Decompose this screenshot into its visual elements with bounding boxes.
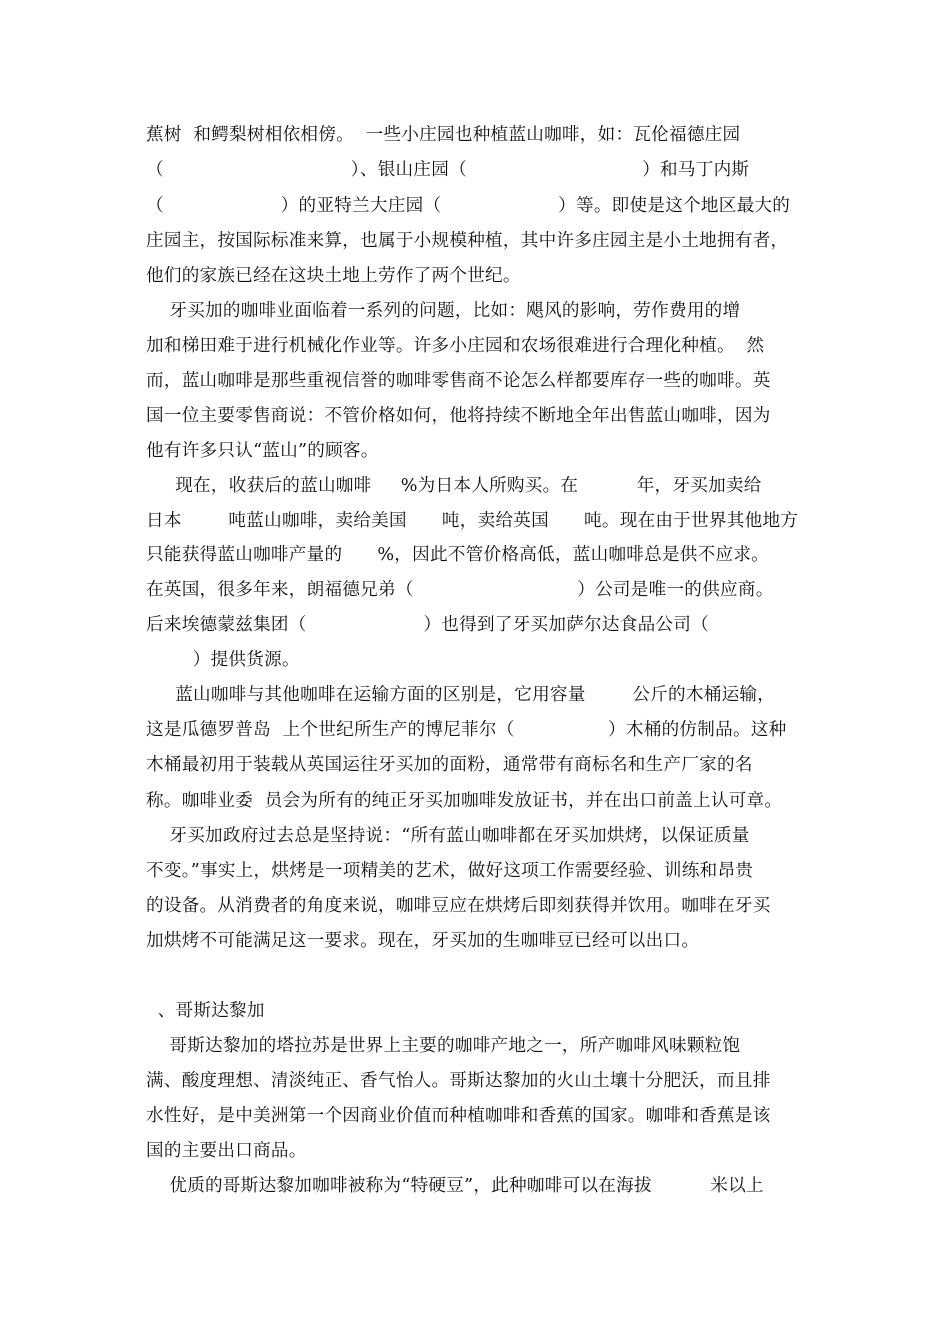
text-line: 他有许多只认“蓝山”的顾客。	[146, 441, 379, 461]
text-line: 国的主要出口商品。	[146, 1141, 307, 1161]
text-line: 日本 吨蓝山咖啡，卖给美国 吨，卖给英国 吨。现在由于世界其他地方	[146, 511, 799, 531]
text-line: 蓝山咖啡与其他咖啡在运输方面的区别是，它用容量 公斤的木桶运输，	[146, 685, 776, 705]
text-line: 牙买加政府过去总是坚持说：“所有蓝山咖啡都在牙买加烘烤，以保证质量	[146, 826, 750, 846]
text-line: 只能获得蓝山咖啡产量的 %，因此不管价格高低，蓝山咖啡总是供不应求。	[146, 545, 770, 565]
text-line: 加和梯田难于进行机械化作业等。许多小庄园和农场很难进行合理化种植。 然	[146, 336, 765, 356]
text-line: 这是瓜德罗普岛 上个世纪所生产的博尼菲尔（ ）木桶的仿制品。这种	[146, 720, 787, 740]
text-line: 他们的家族已经在这块土地上劳作了两个世纪。	[146, 266, 521, 286]
text-line: 蕉树 和鳄梨树相依相傍。 一些小庄园也种植蓝山咖啡，如：瓦伦福德庄园	[146, 125, 741, 145]
text-line: 木桶最初用于装载从英国运往牙买加的面粉，通常带有商标名和生产厂家的名	[146, 755, 753, 775]
text-line: （ ）的亚特兰大庄园（ ）等。即使是这个地区最大的	[146, 196, 791, 216]
text-line: 称。咖啡业委 员会为所有的纯正牙买加咖啡发放证书，并在出口前盖上认可章。	[146, 791, 783, 811]
text-line: （ ）、银山庄园（ ）和马丁内斯	[146, 160, 750, 180]
text-line: 优质的哥斯达黎加咖啡被称为“特硬豆”，此种咖啡可以在海拔 米以上	[146, 1176, 764, 1196]
text-line: 不变。”事实上，烘烤是一项精美的艺术，做好这项工作需要经验、训练和昂贵	[146, 861, 754, 881]
section-heading: 、哥斯达黎加	[146, 1001, 265, 1021]
text-line: 加烘烤不可能满足这一要求。现在，牙买加的生咖啡豆已经可以出口。	[146, 931, 700, 951]
text-line: 国一位主要零售商说：不管价格如何，他将持续不断地全年出售蓝山咖啡，因为	[146, 406, 771, 426]
text-line: 后来埃德蒙兹集团（ ）也得到了牙买加萨尔达食品公司（	[146, 615, 709, 635]
text-line: ）提供货源。	[146, 650, 300, 670]
text-line: 现在，收获后的蓝山咖啡 %为日本人所购买。在 年，牙买加卖给	[146, 476, 762, 496]
text-line: 在英国，很多年来，朗福德兄弟（ ）公司是唯一的供应商。	[146, 580, 774, 600]
text-line: 牙买加的咖啡业面临着一系列的问题，比如：飓风的影响，劳作费用的增	[146, 301, 741, 321]
text-line: 而，蓝山咖啡是那些重视信誉的咖啡零售商不论怎么样都要库存一些的咖啡。英	[146, 371, 771, 391]
text-line: 哥斯达黎加的塔拉苏是世界上主要的咖啡产地之一，所产咖啡风味颗粒饱	[146, 1036, 741, 1056]
text-line: 的设备。从消费者的角度来说，咖啡豆应在烘烤后即刻获得并饮用。咖啡在牙买	[146, 896, 771, 916]
text-line: 庄园主，按国际标准来算，也属于小规模种植，其中许多庄园主是小土地拥有者，	[146, 231, 789, 251]
text-line: 满、酸度理想、清淡纯正、香气怡人。哥斯达黎加的火山土壤十分肥沃，而且排	[146, 1071, 771, 1091]
text-line: 水性好，是中美洲第一个因商业价值而种植咖啡和香蕉的国家。咖啡和香蕉是该	[146, 1106, 771, 1126]
